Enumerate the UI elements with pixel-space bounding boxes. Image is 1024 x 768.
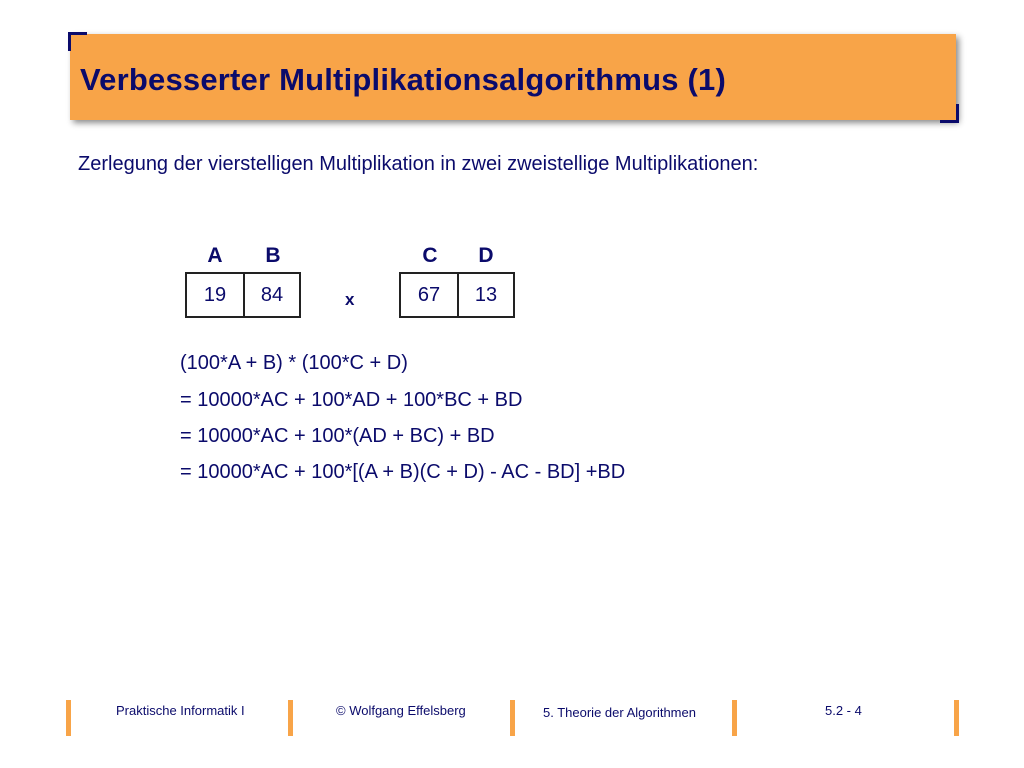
footer-course: Praktische Informatik I (116, 703, 245, 718)
title-bar (70, 34, 956, 120)
footer-page-number: 5.2 - 4 (825, 703, 862, 718)
corner-bracket-bottom-right (940, 104, 959, 123)
footer-author: © Wolfgang Effelsberg (336, 703, 466, 718)
corner-bracket-top-left (68, 32, 87, 51)
formula-line-3: = 10000*AC + 100*(AD + BC) + BD (180, 425, 495, 447)
value-a: 19 (203, 283, 227, 306)
formula-line-4: = 10000*AC + 100*[(A + B)(C + D) - AC - BD] +BD (180, 461, 626, 483)
footer-separator (66, 700, 71, 736)
footer (0, 700, 1024, 740)
label-d: D (478, 244, 494, 267)
slide-title: Verbesserter Multiplikationsalgorithmus (1) (80, 62, 726, 97)
footer-chapter: 5. Theorie der Algorithmen (543, 705, 696, 720)
value-d: 13 (457, 274, 513, 316)
formula-line-2: = 10000*AC + 100*AD + 100*BC + BD (180, 389, 523, 411)
footer-separator (732, 700, 737, 736)
footer-separator (288, 700, 293, 736)
footer-separator (510, 700, 515, 736)
number-box-cd (399, 272, 515, 318)
label-a: A (207, 244, 223, 267)
intro-text: Zerlegung der vierstelligen Multiplikation in zwei zweistellige Multiplikationen: (78, 153, 759, 175)
formula-line-1: (100*A + B) * (100*C + D) (180, 352, 408, 374)
label-b: B (265, 244, 281, 267)
footer-separator (954, 700, 959, 736)
label-c: C (422, 244, 438, 267)
number-box-ab (185, 272, 301, 318)
value-c: 67 (417, 283, 441, 306)
value-b: 84 (243, 274, 299, 316)
multiplication-operator: x (345, 290, 355, 309)
